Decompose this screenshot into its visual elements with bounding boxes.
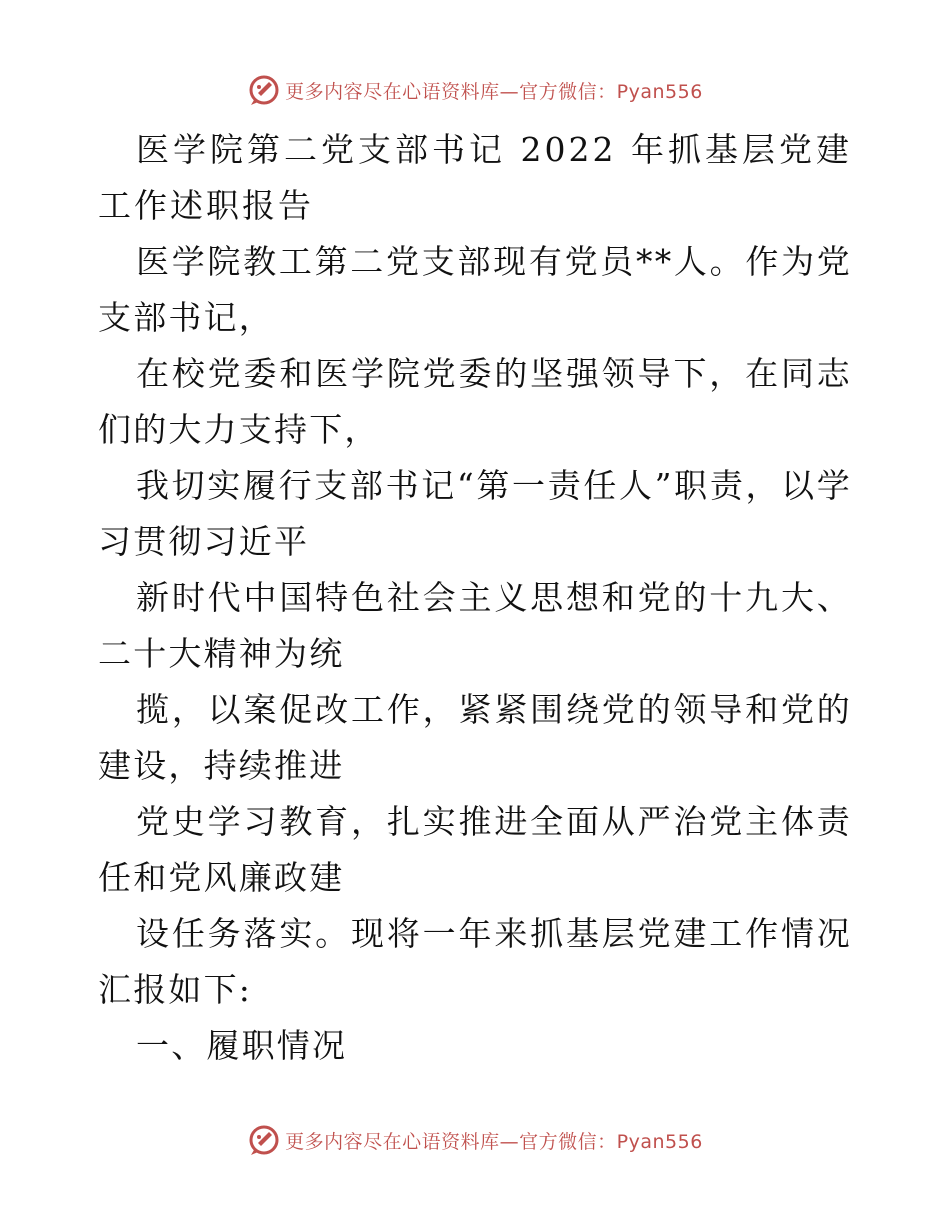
- document-title: 医学院第二党支部书记 2022 年抓基层党建工作述职报告: [98, 130, 852, 225]
- paragraph: 医学院教工第二党支部现有党员**人。作为党支部书记，: [98, 242, 852, 337]
- paragraph: 党史学习教育，扎实推进全面从严治党主体责任和党风廉政建: [98, 802, 852, 897]
- document-body: [98, 122, 852, 1074]
- paragraph: 在校党委和医学院党委的坚强领导下，在同志们的大力支持下，: [98, 354, 852, 449]
- chat-bubble-logo-icon: [247, 1123, 281, 1157]
- paragraph: 新时代中国特色社会主义思想和党的十九大、二十大精神为统: [98, 578, 852, 673]
- footer-banner: [0, 1120, 950, 1160]
- paragraph: 揽，以案促改工作，紧紧围绕党的领导和党的建设，持续推进: [98, 690, 852, 785]
- chat-bubble-logo-icon: [247, 73, 281, 107]
- paragraph: 我切实履行支部书记“第一责任人”职责，以学习贯彻习近平: [98, 466, 852, 561]
- footer-banner-text: 更多内容尽在心语资料库—官方微信：Pyan556: [285, 1130, 703, 1153]
- section-heading: 一、履职情况: [136, 1026, 348, 1065]
- header-banner: [0, 70, 950, 110]
- header-banner-text: 更多内容尽在心语资料库—官方微信：Pyan556: [285, 80, 703, 103]
- paragraph: 设任务落实。现将一年来抓基层党建工作情况汇报如下:: [98, 914, 852, 1009]
